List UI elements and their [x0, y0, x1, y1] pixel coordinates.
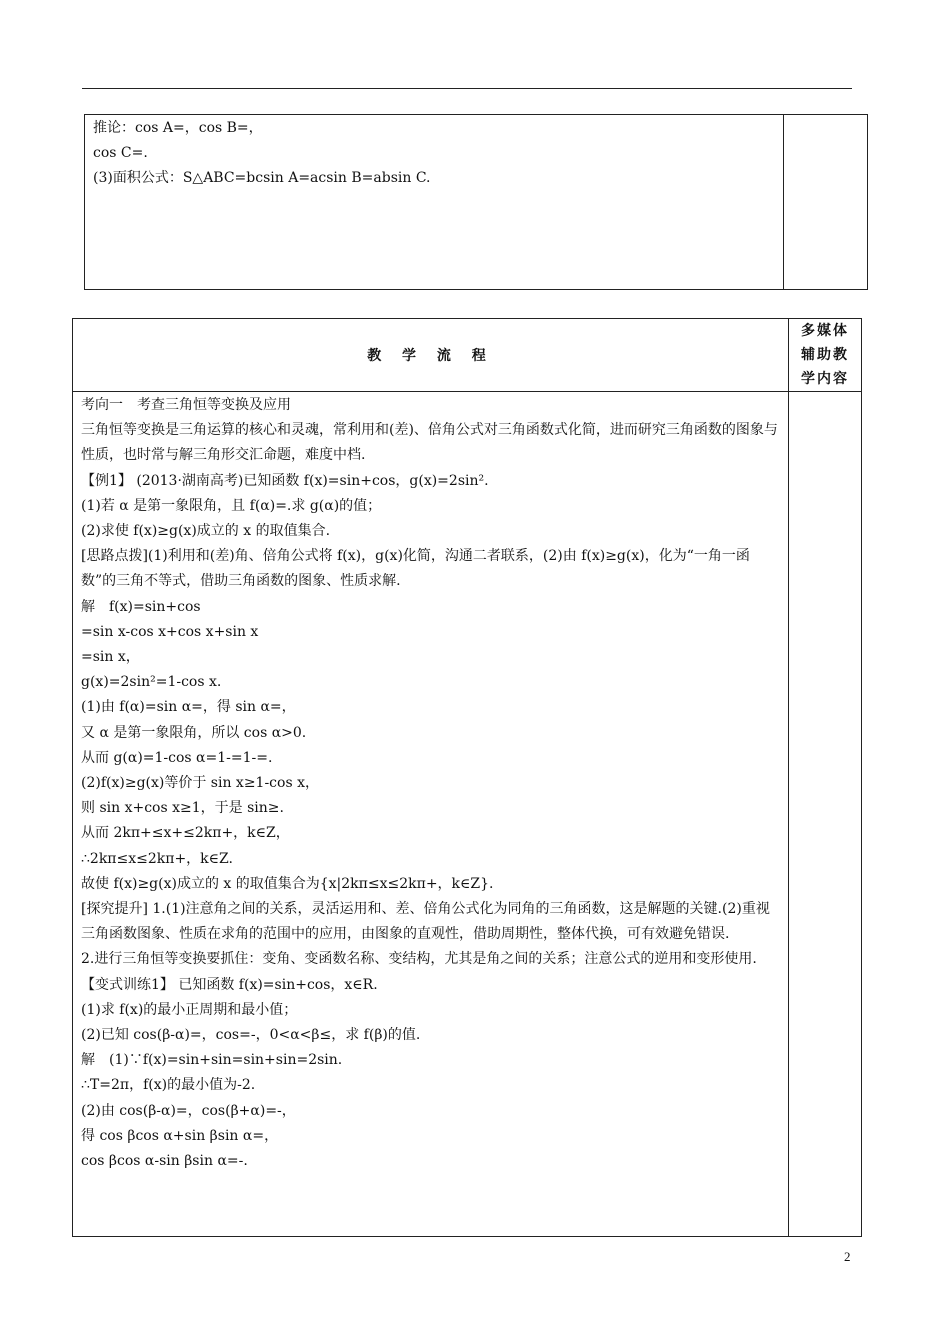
header-rule	[82, 88, 852, 89]
exercise-solution-line: 解 (1)∵f(x)=sin+sin=sin+sin=2sin.	[81, 1052, 343, 1069]
exercise-1-statement: 【变式训练1】 已知函数 f(x)=sin+cos，x∈R.	[81, 976, 378, 993]
example-1-part-1: (1)若 α 是第一象限角，且 f(α)=.求 g(α)的值；	[81, 497, 382, 514]
insight-paragraph-2: 2.进行三角恒等变换要抓住：变角、变函数名称、变结构，尤其是角之间的关系；注意公式的逆用和变形使用.	[81, 951, 757, 968]
solution-line: ∴2kπ≤x≤2kπ+，k∈Z.	[81, 850, 233, 867]
example-1-statement: 【例1】 (2013·湖南高考)已知函数 f(x)=sin+cos，g(x)=2sin².	[81, 472, 489, 489]
teaching-flow-table	[72, 318, 862, 1237]
insight-paragraph-1: [探究提升] 1.(1)注意角之间的关系，灵活运用和、差、倍角公式化为同角的三角函数，这是解题的关键.(2)重视三角函数图象、性质在求角的范围中的应用，由图象的直观性，借助周期性，整体代换，可有效避免错误.	[81, 901, 770, 943]
formula-side-cell	[783, 115, 867, 290]
exercise-1-part-2: (2)已知 cos(β-α)=，cos=-，0<α<β≤，求 f(β)的值.	[81, 1027, 421, 1044]
solution-line: (1)由 f(α)=sin α=，得 sin α=，	[81, 699, 296, 716]
corollary-line-1: 推论：cos A=，cos B=，	[93, 120, 263, 136]
solution-line: 则 sin x+cos x≥1，于是 sin≥.	[81, 800, 284, 817]
exercise-solution-line: ∴T=2π，f(x)的最小值为-2.	[81, 1077, 256, 1094]
solution-line: 又 α 是第一象限角，所以 cos α>0.	[81, 724, 307, 741]
exercise-solution-line: cos βcos α-sin βsin α=-.	[81, 1153, 248, 1170]
teaching-flow-header: 教 学 流 程	[73, 319, 789, 392]
exercise-1-part-1: (1)求 f(x)的最小正周期和最小值；	[81, 1001, 298, 1018]
solution-line: =sin x，	[81, 649, 140, 666]
exercise-solution-line: (2)由 cos(β-α)=，cos(β+α)=-，	[81, 1102, 296, 1119]
hint-paragraph: [思路点拨](1)利用和(差)角、倍角公式将 f(x)，g(x)化简，沟通二者联系，(2)由 f(x)≥g(x)，化为“一角一函数”的三角不等式，借助三角函数的图象、性质求解.	[81, 548, 750, 590]
multimedia-header-line-2: 辅助教	[801, 347, 849, 363]
multimedia-header-line-1: 多媒体	[801, 323, 849, 339]
solution-line: 解 f(x)=sin+cos	[81, 598, 201, 615]
solution-line: 故使 f(x)≥g(x)成立的 x 的取值集合为{x|2kπ≤x≤2kπ+，k∈Z}.	[81, 875, 494, 892]
area-formula-line: (3)面积公式：S△ABC=bcsin A=acsin B=absin C.	[93, 170, 431, 187]
multimedia-content-cell	[789, 392, 862, 1237]
solution-line: g(x)=2sin²=1-cos x.	[81, 674, 222, 691]
solution-line: 从而 2kπ+≤x+≤2kπ+，k∈Z，	[81, 825, 290, 842]
exercise-solution-line: 得 cos βcos α+sin βsin α=，	[81, 1127, 279, 1144]
multimedia-header	[789, 319, 862, 392]
page-number: 2	[844, 1249, 851, 1264]
multimedia-header-line-3: 学内容	[801, 371, 849, 387]
teaching-flow-body	[73, 392, 789, 1237]
example-1-part-2: (2)求使 f(x)≥g(x)成立的 x 的取值集合.	[81, 523, 331, 540]
section-title: 考向一 考查三角恒等变换及应用	[81, 397, 291, 413]
formula-cell	[85, 115, 784, 290]
formula-continuation-table	[84, 114, 868, 290]
solution-line: (2)f(x)≥g(x)等价于 sin x≥1-cos x，	[81, 775, 319, 792]
solution-line: =sin x-cos x+cos x+sin x	[81, 623, 259, 640]
corollary-line-2: cos C=.	[93, 145, 148, 162]
section-intro: 三角恒等变换是三角运算的核心和灵魂，常利用和(差)、倍角公式对三角函数式化简，进而研究三角函数的图象与性质，也时常与解三角形交汇命题，难度中档.	[81, 422, 778, 464]
solution-line: 从而 g(α)=1-cos α=1-=1-=.	[81, 749, 273, 766]
